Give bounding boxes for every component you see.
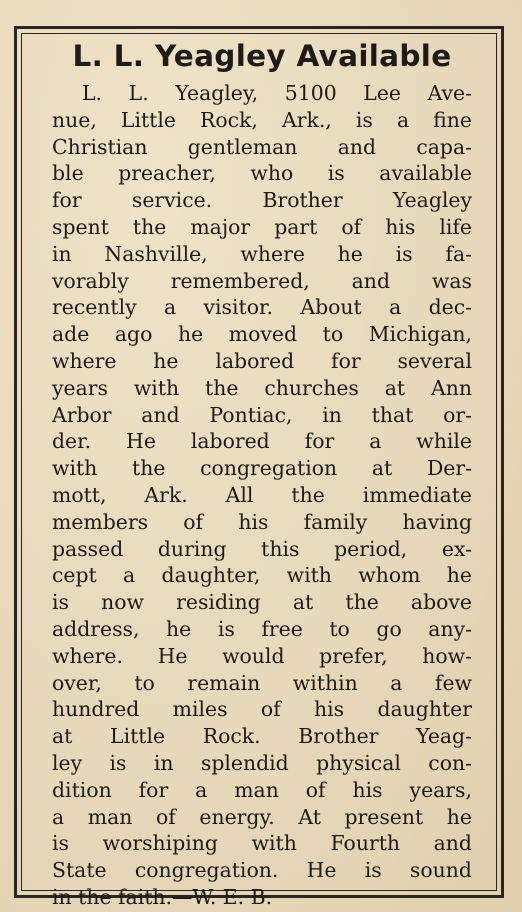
article-line: mott, Ark. All the immediate (52, 482, 472, 507)
article-line: State congregation. He is sound (52, 858, 472, 883)
article-body (52, 80, 472, 911)
article-line: L. L. Yeagley, 5100 Lee Ave- (82, 81, 472, 105)
article-headline: L. L. Yeagley Available (72, 39, 452, 73)
article-line: members of his family having (52, 509, 472, 534)
article-line: ade ago he moved to Michigan, (52, 322, 472, 347)
article-line: address, he is free to go any- (52, 616, 472, 641)
article-line: Christian gentleman and capa- (52, 134, 472, 159)
article-line: with the congregation at Der- (52, 456, 472, 481)
article-line: in the faith.—W. E. B. (52, 884, 273, 909)
article-block (52, 36, 472, 911)
article-line: is now residing at the above (52, 590, 472, 615)
article-line: Arbor and Pontiac, in that or- (52, 402, 472, 427)
article-line: hundred miles of his daughter (52, 697, 472, 722)
article-line: ley is in splendid physical con- (52, 750, 472, 775)
article-line: ble preacher, who is available (52, 161, 472, 186)
article-line: in Nashville, where he is fa- (52, 241, 472, 266)
article-line: dition for a man of his years, (52, 777, 472, 802)
article-line: cept a daughter, with whom he (52, 563, 472, 588)
article-line: a man of energy. At present he (52, 804, 472, 829)
article-line: where. He would prefer, how- (52, 643, 472, 668)
article-line: der. He labored for a while (52, 429, 472, 454)
article-line: nue, Little Rock, Ark., is a fine (52, 107, 472, 132)
article-line: recently a visitor. About a dec- (52, 295, 472, 320)
article-line: at Little Rock. Brother Yeag- (52, 724, 472, 749)
article-line: where he labored for several (52, 348, 472, 373)
article-line: passed during this period, ex- (52, 536, 472, 561)
article-line: is worshiping with Fourth and (52, 831, 472, 856)
article-line: over, to remain within a few (52, 670, 472, 695)
article-line: for service. Brother Yeagley (52, 188, 472, 213)
article-line: vorably remembered, and was (52, 268, 472, 293)
article-line: years with the churches at Ann (52, 375, 472, 400)
article-line: spent the major part of his life (52, 214, 472, 239)
